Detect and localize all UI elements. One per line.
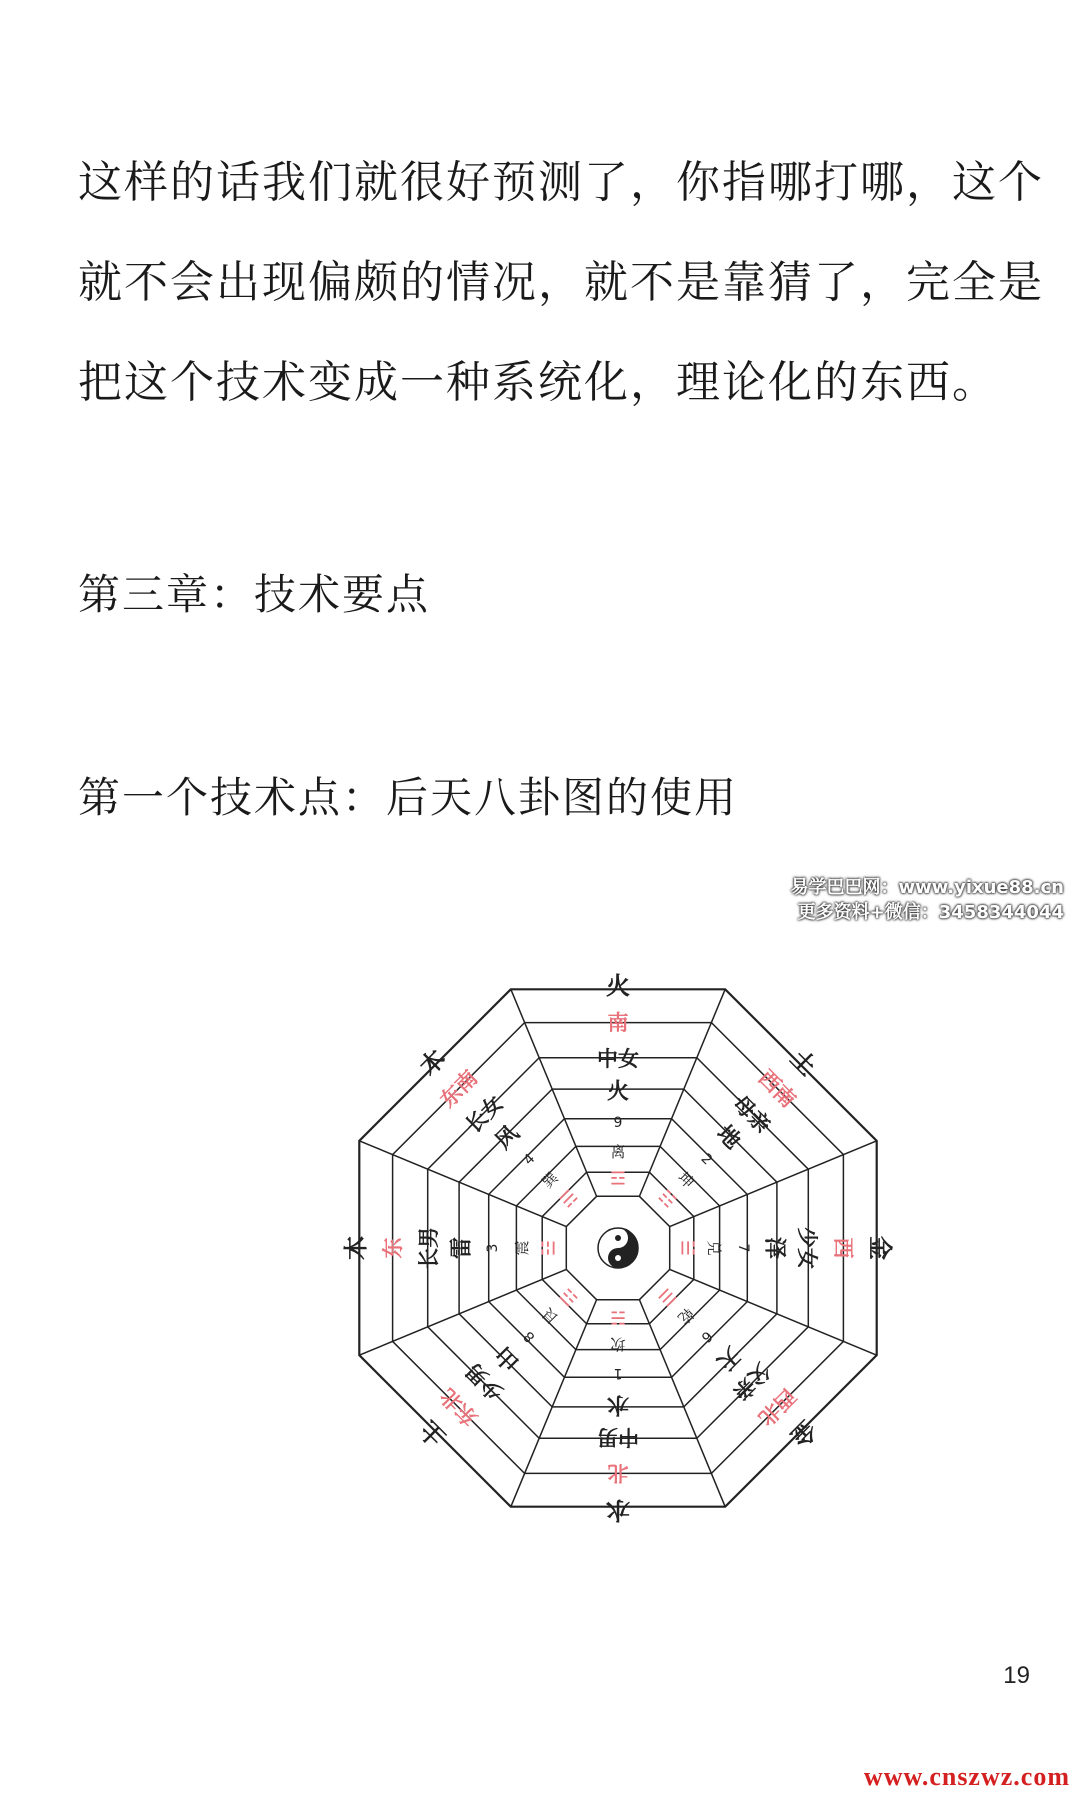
family-label: 中女 [597, 1047, 639, 1071]
trigram-label: 坎 [610, 1335, 626, 1353]
element-label: 木 [414, 1044, 452, 1082]
family-label: 少女 [795, 1227, 819, 1269]
direction-label: 东北 [435, 1383, 483, 1431]
spoke-line [670, 1141, 877, 1227]
direction-label: 西北 [753, 1383, 801, 1431]
trigram-label: 坤 [674, 1168, 698, 1192]
element-label: 土 [784, 1044, 822, 1082]
site-watermark: www.cnszwz.com [863, 1762, 1070, 1791]
trigram-label: 震 [513, 1240, 531, 1256]
direction-label: 西南 [753, 1065, 801, 1113]
spoke-line [359, 1269, 566, 1355]
paragraph-line: 就不会出现偏颇的情况，就不是靠猜了，完全是 [78, 257, 1044, 308]
direction-label: 东南 [435, 1065, 483, 1113]
nature-label: 火 [606, 1079, 630, 1105]
trigram-label: 巽 [538, 1168, 562, 1192]
nature-label: 地 [711, 1121, 745, 1155]
trigram-symbol-icon: ☵ [609, 1306, 627, 1328]
family-label: 父亲 [728, 1358, 775, 1405]
element-label: 土 [414, 1414, 452, 1452]
yin-yang-icon [598, 1228, 638, 1268]
section-heading: 第一个技术点：后天八卦图的使用 [78, 773, 739, 822]
yang-dot [615, 1255, 621, 1261]
element-label: 金 [784, 1414, 822, 1452]
element-label: 水 [606, 1496, 630, 1524]
number-label: 8 [520, 1327, 539, 1346]
number-label: 3 [485, 1243, 501, 1253]
trigram-symbol-icon: ☷ [653, 1186, 680, 1213]
trigram-symbol-icon: ☳ [538, 1239, 560, 1257]
watermark-line-1: 易学巴巴网：www.yixue88.cn [790, 877, 1064, 898]
spoke-line [639, 989, 725, 1196]
number-label: 9 [613, 1115, 623, 1131]
element-label: 木 [342, 1236, 370, 1260]
number-label: 2 [697, 1150, 716, 1169]
direction-label: 北 [607, 1461, 629, 1485]
number-label: 6 [697, 1327, 716, 1346]
spoke-line [670, 1269, 877, 1355]
direction-label: 东 [381, 1237, 405, 1259]
nature-label: 泽 [761, 1236, 787, 1260]
nature-label: 天 [711, 1341, 745, 1375]
element-label: 火 [606, 972, 630, 1000]
yin-dot [615, 1235, 621, 1241]
family-label: 长女 [461, 1091, 508, 1138]
trigram-symbol-icon: ☶ [556, 1283, 583, 1310]
spoke-line [639, 1300, 725, 1507]
trigram-label: 兑 [705, 1240, 723, 1256]
nature-label: 雷 [449, 1236, 475, 1260]
nature-label: 水 [606, 1391, 630, 1417]
trigram-symbol-icon: ☲ [609, 1168, 627, 1190]
spoke-line [359, 1141, 566, 1227]
nature-label: 风 [491, 1121, 525, 1155]
trigram-symbol-icon: ☴ [556, 1186, 583, 1213]
family-label: 长男 [417, 1227, 441, 1269]
number-label: 1 [613, 1365, 623, 1381]
paragraph-line: 把这个技术变成一种系统化，理论化的东西。 [78, 357, 998, 408]
family-label: 母亲 [728, 1091, 775, 1138]
watermark-line-2: 更多资料+微信：3458344044 [797, 902, 1064, 923]
trigram-label: 乾 [674, 1304, 698, 1328]
paragraph-line: 这样的话我们就很好预测了，你指哪打哪，这个 [78, 157, 1044, 208]
spoke-line [511, 989, 597, 1196]
trigram-symbol-icon: ☱ [676, 1239, 698, 1257]
element-label: 金 [866, 1236, 894, 1260]
spoke-line [511, 1300, 597, 1507]
trigram-symbol-icon: ☰ [653, 1283, 680, 1310]
family-label: 少男 [461, 1358, 508, 1405]
trigram-label: 离 [610, 1143, 626, 1161]
chapter-heading: 第三章：技术要点 [78, 570, 431, 619]
trigram-label: 艮 [538, 1304, 562, 1328]
direction-label: 南 [607, 1011, 629, 1035]
number-label: 4 [520, 1150, 539, 1169]
direction-label: 西 [831, 1237, 855, 1259]
family-label: 中男 [597, 1425, 639, 1449]
number-label: 7 [735, 1243, 751, 1253]
page-number: 19 [1003, 1662, 1030, 1689]
nature-label: 山 [491, 1341, 525, 1375]
